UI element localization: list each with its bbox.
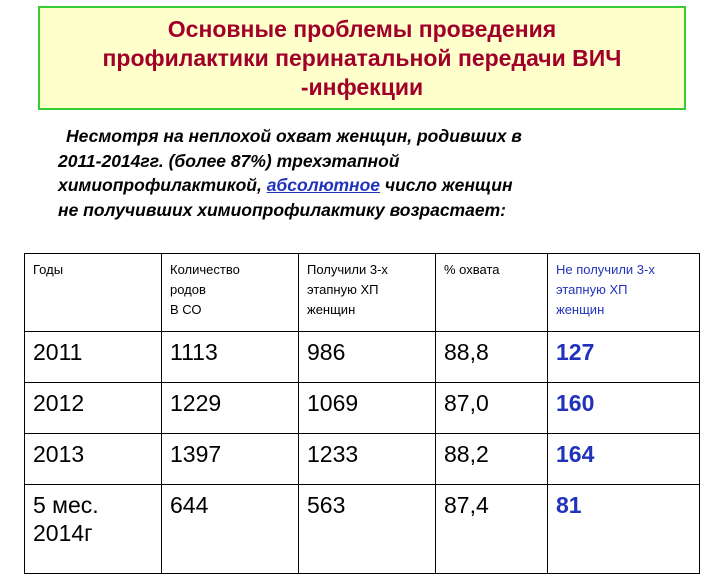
intro-line-1: Несмотря на неплохой охват женщин, родивших в — [66, 126, 522, 146]
cell-births: 644 — [162, 485, 299, 574]
intro-line-2: 2011-2014гг. (более 87%) трехэтапной — [58, 150, 400, 171]
cell-coverage: 87,4 — [436, 485, 548, 574]
cell-births: 1113 — [162, 332, 299, 383]
intro-line-4: не получивших химиопрофилактику возрастает: — [58, 199, 506, 220]
cell-received: 986 — [299, 332, 436, 383]
table-row — [25, 434, 700, 485]
cell-coverage: 88,8 — [436, 332, 548, 383]
header-not-received: Не получили 3-х этапную ХП женщин — [548, 254, 700, 332]
cell-not-received: 127 — [548, 332, 700, 383]
table-row — [25, 485, 700, 574]
table-header-row — [25, 254, 700, 332]
intro-line-3-end: число женщин — [380, 175, 513, 195]
intro-emphasis-word: абсолютное — [266, 175, 381, 195]
cell-births: 1397 — [162, 434, 299, 485]
intro-line-3-start: химиопрофилактикой, — [58, 175, 267, 195]
cell-coverage: 88,2 — [436, 434, 548, 485]
table-row — [25, 332, 700, 383]
title-line-1: Основные проблемы проведения — [167, 15, 557, 42]
cell-births: 1229 — [162, 383, 299, 434]
cell-year: 2013 — [25, 434, 162, 485]
cell-year: 2012 — [25, 383, 162, 434]
table-row — [25, 383, 700, 434]
hiv-prophylaxis-table — [24, 253, 700, 574]
title-line-3: -инфекции — [300, 73, 424, 100]
cell-not-received: 164 — [548, 434, 700, 485]
header-received: Получили 3-х этапную ХП женщин — [299, 254, 436, 332]
header-births: Количество родов В СО — [162, 254, 299, 332]
cell-coverage: 87,0 — [436, 383, 548, 434]
header-years: Годы — [25, 254, 162, 332]
intro-paragraph — [58, 124, 708, 222]
cell-year: 2011 — [25, 332, 162, 383]
cell-year: 5 мес. 2014г — [25, 485, 162, 574]
header-coverage: % охвата — [436, 254, 548, 332]
title-line-2: профилактики перинатальной передачи ВИЧ — [102, 44, 622, 71]
cell-not-received: 81 — [548, 485, 700, 574]
title-box — [38, 6, 686, 110]
cell-not-received: 160 — [548, 383, 700, 434]
cell-received: 1233 — [299, 434, 436, 485]
cell-received: 563 — [299, 485, 436, 574]
cell-received: 1069 — [299, 383, 436, 434]
intro-line-3 — [58, 173, 708, 198]
